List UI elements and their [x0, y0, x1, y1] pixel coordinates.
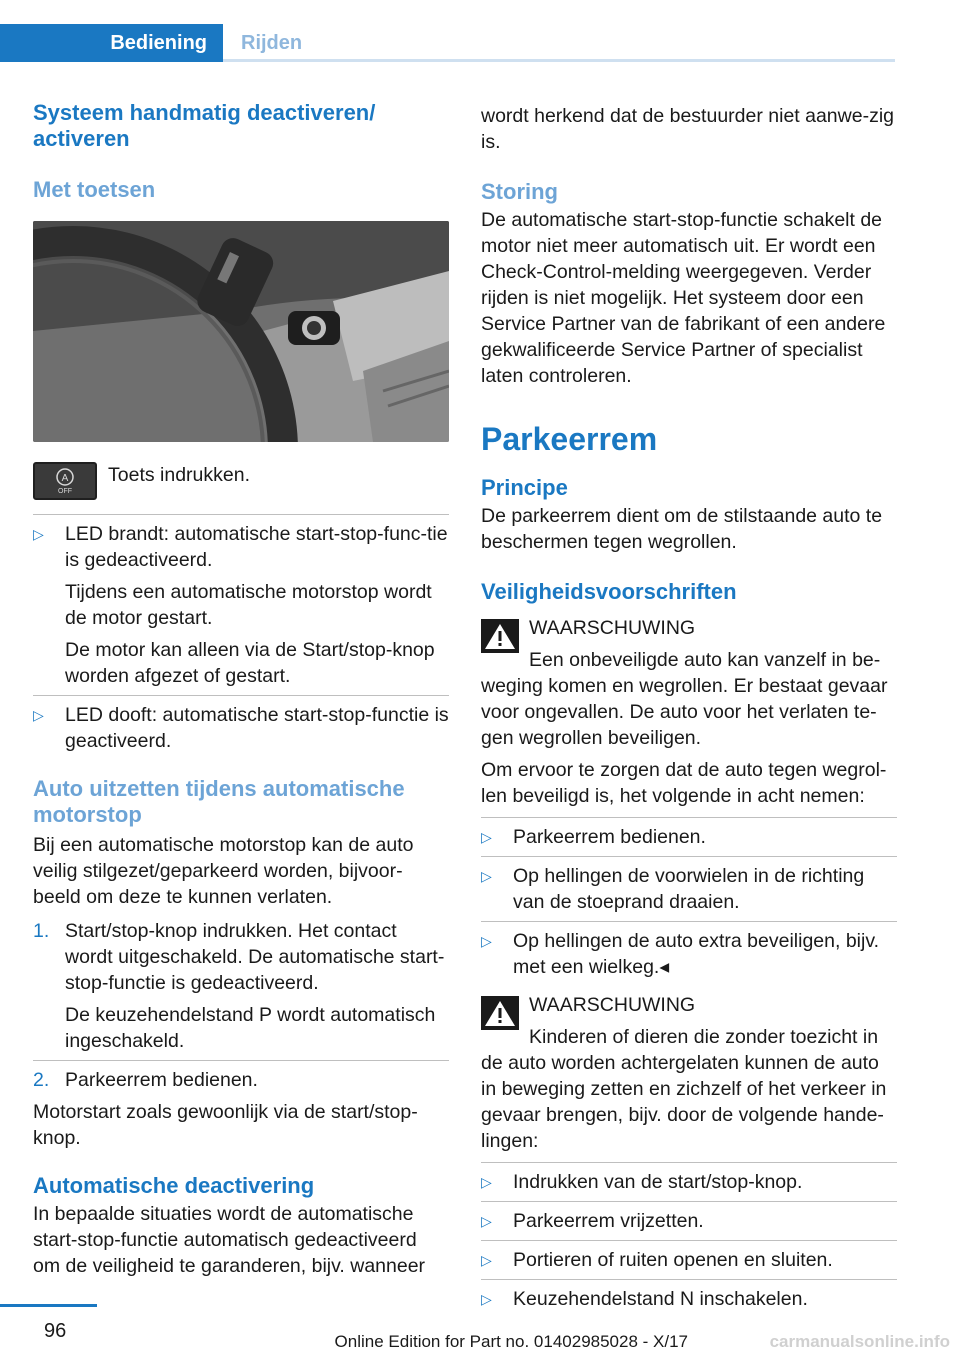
step-number: 1.	[33, 920, 50, 942]
list-item	[481, 1286, 897, 1312]
warning-1-text-a: Een onbeveiligde auto kan vanzelf in be-	[529, 649, 881, 671]
divider	[481, 1201, 897, 1202]
list1-item-3: Op hellingen de auto extra beveiligen, bijv. met een wielkeg.◂	[513, 930, 880, 978]
list-item	[481, 863, 897, 915]
list2-item-4: Keuzehendelstand N inschakelen.	[513, 1288, 808, 1310]
steering-wheel-photo-illustration	[33, 221, 449, 442]
footer-accent-line	[0, 1304, 97, 1307]
heading-turn-off: Auto uitzetten tijdens automatische motorstop	[33, 776, 405, 827]
svg-text:A: A	[61, 473, 69, 484]
list-item	[33, 702, 449, 754]
divider	[33, 514, 449, 515]
list-item	[481, 1208, 897, 1234]
bullet-triangle-icon: ▷	[481, 1291, 492, 1307]
motorstart-text: Motorstart zoals gewoonlijk via de start/stop-knop.	[33, 1101, 418, 1149]
warning-1	[481, 615, 897, 673]
ensure-text: Om ervoor te zorgen dat de auto tegen wegrol-len beveiligd is, het volgende in acht nemen:	[481, 759, 887, 807]
header-tabs	[0, 24, 895, 62]
warning-2-text-a: Kinderen of dieren die zonder toezicht in	[529, 1026, 879, 1048]
step-2-text: Parkeerrem bedienen.	[65, 1069, 258, 1091]
list-item	[33, 1067, 449, 1093]
bullet-triangle-icon: ▷	[481, 933, 492, 949]
heading-principe: Principe	[481, 475, 568, 500]
warning-1-title: WAARSCHUWING	[529, 617, 696, 639]
list1-item-1: Parkeerrem bedienen.	[513, 826, 706, 848]
heading-safety: Veiligheidsvoorschriften	[481, 579, 737, 604]
bullet-triangle-icon: ▷	[33, 526, 44, 542]
divider	[33, 1060, 449, 1061]
bullet-triangle-icon: ▷	[481, 829, 492, 845]
page-number: 96	[44, 1320, 67, 1342]
list-item	[481, 1247, 897, 1273]
edition-text: Online Edition for Part no. 01402985028 - X/17	[334, 1332, 688, 1351]
warning-1-text-b: weging komen en wegrollen. Er bestaat gevaar voor ongevallen. De auto voor het verlaten te-gen wegrollen beveiligen.	[481, 675, 888, 749]
bullet-triangle-icon: ▷	[481, 1252, 492, 1268]
divider	[481, 1279, 897, 1280]
right-column	[481, 100, 897, 1312]
continued-text: wordt herkend dat de bestuurder niet aanwe-zig is.	[481, 105, 895, 153]
list2-item-3: Portieren of ruiten openen en sluiten.	[513, 1249, 833, 1271]
dashboard-photo	[33, 221, 449, 442]
step-1-sub: De keuzehendelstand P wordt automatisch ingeschakeld.	[65, 1004, 436, 1052]
list-item	[481, 928, 897, 980]
warning-triangle-icon	[481, 996, 519, 1030]
bullet-led-on-1: LED brandt: automatische start-stop-func-tie is gedeactiveerd.	[65, 523, 448, 571]
tab-rijden[interactable]: Rijden	[241, 31, 303, 54]
tab-bediening[interactable]: Bediening	[0, 24, 223, 62]
list-item	[33, 521, 449, 689]
bullet-triangle-icon: ▷	[481, 1174, 492, 1190]
warning-2	[481, 992, 897, 1050]
list1-item-2: Op hellingen de voorwielen in de richting van de stoeprand draaien.	[513, 865, 865, 913]
divider	[33, 695, 449, 696]
auto-start-stop-off-icon	[33, 462, 97, 500]
heading-system-manual: Systeem handmatig deactiveren/ activeren	[33, 100, 376, 151]
divider	[481, 1240, 897, 1241]
list-item	[481, 824, 897, 850]
auto-deactivation-text: In bepaalde situaties wordt de automatische start-stop-functie automatisch gedeactiveerd om de veiligheid te garanderen, bijv. wanneer	[33, 1203, 426, 1277]
list2-item-2: Parkeerrem vrijzetten.	[513, 1210, 704, 1232]
watermark-text: carmanualsonline.info	[769, 1332, 950, 1351]
bullet-triangle-icon: ▷	[33, 707, 44, 723]
heading-with-buttons: Met toetsen	[33, 177, 156, 202]
list2-item-1: Indrukken van de start/stop-knop.	[513, 1171, 803, 1193]
svg-text:OFF: OFF	[58, 488, 72, 495]
left-column	[33, 100, 449, 1279]
heading-parkeerrem: Parkeerrem	[481, 421, 658, 457]
list-item	[481, 1169, 897, 1195]
bullet-led-off: LED dooft: automatische start-stop-functie is geactiveerd.	[65, 704, 449, 752]
key-press-text: Toets indrukken.	[108, 464, 250, 486]
key-instruction	[33, 462, 449, 500]
tab-underline	[223, 59, 895, 62]
warning-2-title: WAARSCHUWING	[529, 994, 696, 1016]
storing-text: De automatische start-stop-functie schakelt de motor niet meer automatisch uit. Er wordt een Check-Control-melding weergegeven. Verder rijden is niet mogelijk. Het systeem door een Service Partner van de fabrikant of een andere gekwalificeerde Service Partner of specialist laten controleren.	[481, 209, 886, 387]
heading-storing: Storing	[481, 179, 558, 204]
turn-off-text: Bij een automatische motorstop kan de auto veilig stilgezet/geparkeerd worden, bijvoor-beeld om deze te kunnen verlaten.	[33, 834, 414, 908]
warning-triangle-icon	[481, 619, 519, 653]
step-1-text: Start/stop-knop indrukken. Het contact wordt uitgeschakeld. De automatische start-stop-functie is gedeactiveerd.	[65, 920, 445, 994]
divider	[481, 817, 897, 818]
heading-auto-deactivation: Automatische deactivering	[33, 1173, 315, 1198]
principe-text: De parkeerrem dient om de stilstaande auto te beschermen tegen wegrollen.	[481, 505, 883, 553]
step-number: 2.	[33, 1069, 50, 1091]
divider	[481, 1162, 897, 1163]
bullet-led-on-3: De motor kan alleen via de Start/stop-knop worden afgezet of gestart.	[65, 639, 435, 687]
auto-a-icon	[48, 467, 82, 495]
list-item	[33, 918, 449, 1054]
bullet-led-on-2: Tijdens een automatische motorstop wordt de motor gestart.	[65, 581, 432, 629]
bullet-triangle-icon: ▷	[481, 868, 492, 884]
divider	[481, 921, 897, 922]
warning-2-text-b: de auto worden achtergelaten kunnen de auto in beweging zetten en zichzelf of het verkeer in gevaar brengen, bijv. door de volgende hande-lingen:	[481, 1052, 887, 1152]
divider	[481, 856, 897, 857]
bullet-triangle-icon: ▷	[481, 1213, 492, 1229]
